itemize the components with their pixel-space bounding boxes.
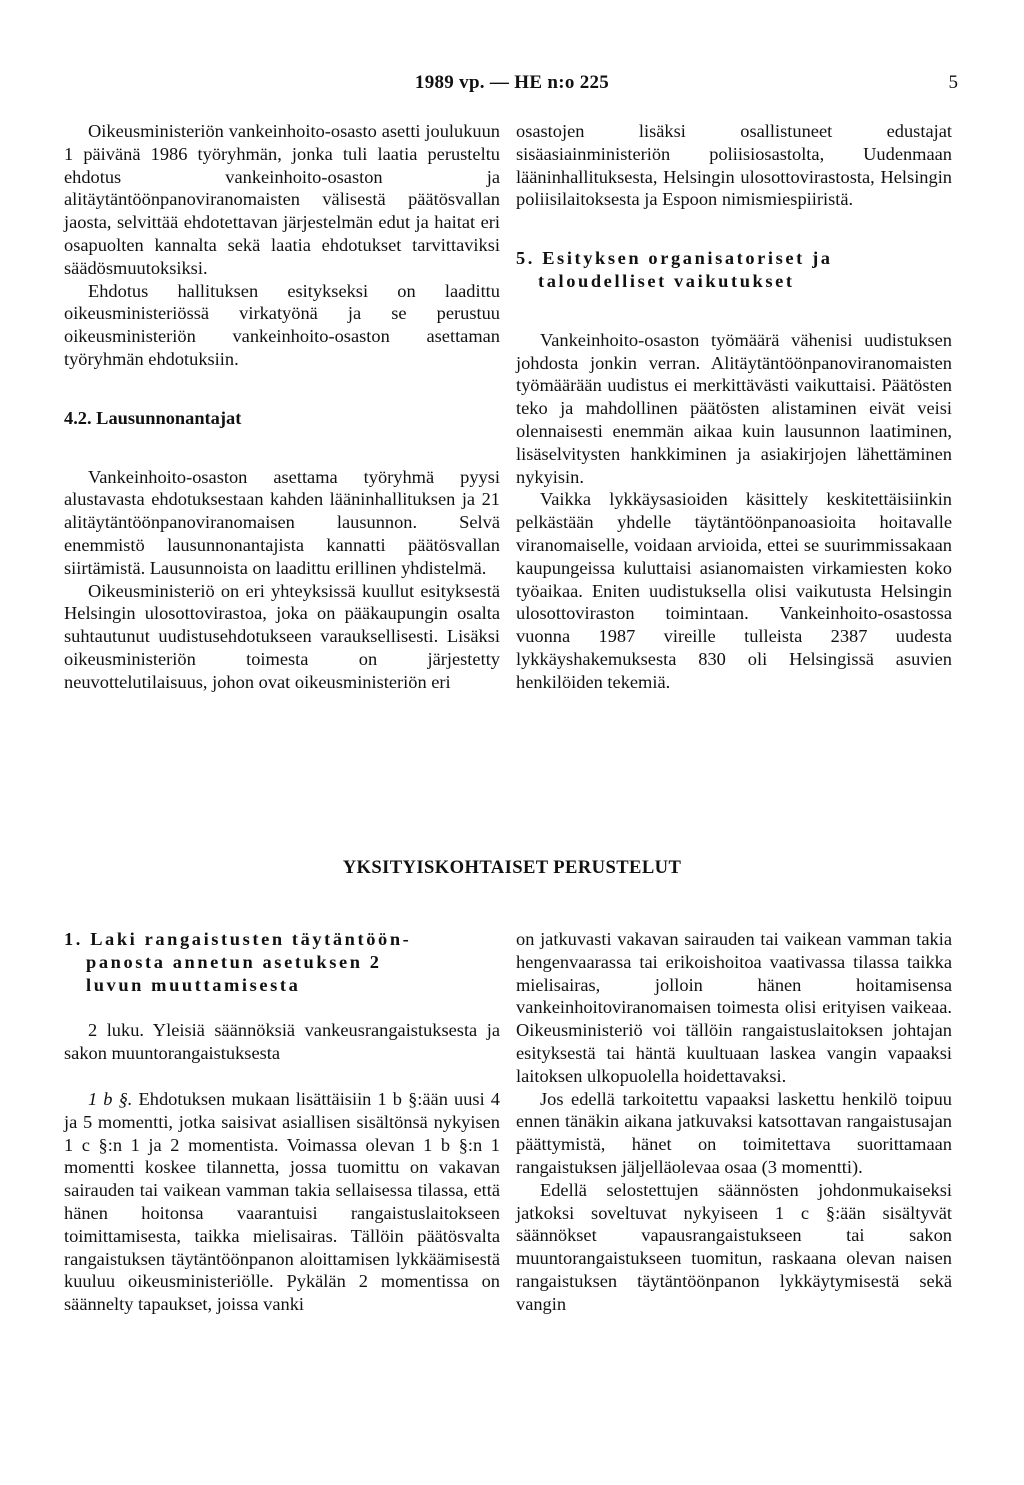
section-heading-1-line: luvun muuttamisesta	[86, 974, 301, 995]
left-column-top	[64, 120, 500, 694]
right-column-bottom	[516, 928, 952, 1316]
paragraph: Vankeinhoito-osaston työmäärä vähenisi uudistuksen johdosta jonkin verran. Alitäytäntöönpanoviranomaisten työmäärään uudistus ei merkittävästi vaikuttaisi. Päätösten teko ja mahdollinen päätösten alistaminen eivät veisi olennaisesti enemmän aikaa kuin lausunnon laatiminen, lisäselvitysten hankkiminen ja asiakirjojen lähettäminen nykyisin.	[516, 329, 952, 487]
section-heading-5-line: taloudelliset vaikutukset	[538, 270, 795, 291]
section-heading-1	[64, 928, 500, 996]
paragraph: Vaikka lykkäysasioiden käsittely keskitettäisiinkin pelkästään yhdelle täytäntöönpanoasioita hoitavalle viranomaiselle, voidaan arvioida, ettei se suurimmissakaan kaupungeissa kuluttaisi asianomaisten virkamiesten koko työaikaa. Eniten uudistuksella olisi vaikutusta Helsingin ulosottoviraston toimintaan. Vankeinhoito-osastossa vuonna 1987 vireille tulleista 2387 uudesta lykkäyshakemuksesta 830 oli Helsingissä asuvien henkilöiden tekemiä.	[516, 489, 952, 692]
paragraph: Vankeinhoito-osaston asettama työryhmä pyysi alustavasta ehdotuksestaan kahden lääninhallituksen ja 21 alitäytäntöönpanoviranomaisen lausunnon. Selvä enemmistö lausunnonantajista kannatti päätösvallan siirtämistä. Lausunnoista on laadittu erillinen yhdistelmä.	[64, 466, 500, 578]
paragraph	[64, 1088, 500, 1316]
paragraph: Ehdotus hallituksen esitykseksi on laadittu oikeusministeriössä virkatyönä ja se perustuu oikeusministeriön vankeinhoito-osaston asettaman työryhmän ehdotuksiin.	[64, 280, 500, 369]
paragraph-text: Ehdotuksen mukaan lisättäisiin 1 b §:ään uusi 4 ja 5 momentti, jotka saisivat asiallisen sisältönsä nykyisen 1 c §:n 1 ja 2 momentista. Voimassa olevan 1 b §:n 1 momentti koskee tilannetta, jossa tuomittu on vakavan sairauden tai vaikean vamman takia sellaisessa tilassa, että hänen hoitonsa vaarantuisi rangaistuslaitokseen toimittamisesta, taikka mielisairas. Tällöin päätösvalta rangaistuksen täytäntöönpanon aloittamisen lykkäämisestä kuuluu oikeusministeriölle. Pykälän 2 momentissa on säännelty tapaukset, joissa vanki	[64, 1088, 500, 1315]
center-heading: YKSITYISKOHTAISET PERUSTELUT	[342, 857, 682, 878]
running-title: 1989 vp. — HE n:o 225	[414, 72, 610, 93]
paragraph: Oikeusministeriön vankeinhoito-osasto asetti joulukuun 1 päivänä 1986 työryhmän, jonka tuli laatia perusteltu ehdotus vankeinhoito-osaston ja alitäytäntöönpanoviranomaisten välisestä päätösvallan jaosta, selvittää ehdotettavan järjestelmän edut ja haitat eri osapuolten kannalta sekä laatia ehdotukset tarvittaviksi säädösmuutoksiksi.	[64, 121, 500, 278]
paragraph: Edellä selostettujen säännösten johdonmukaiseksi jatkoksi soveltuvat nykyiseen 1 c §:ään sisältyvät säännökset vapausrangaistukseen tai sakon muuntorangaistukseen tuomitun, raskaana olevan naisen rangaistuksen täytäntöönpanon lykkäytymisestä sekä vangin	[516, 1179, 952, 1314]
paragraph: on jatkuvasti vakavan sairauden tai vaikean vamman takia hengenvaarassa tai erikoishoitoa vaativassa tilassa taikka mielisairas, jolloin hänen hoitamisensa vankeinhoitoviranomaisen toimesta olisi erityisen vaikeaa. Oikeusministeriö voi tällöin rangaistuslaitoksen johtajan esityksestä tai häntä kuultuaan laskea vangin vapaaksi laitoksen ulkopuolella hoidettavaksi.	[516, 929, 952, 1086]
running-header	[0, 72, 1024, 102]
section-heading-1-line: panosta annetun asetuksen 2	[86, 951, 382, 972]
right-column-top	[516, 120, 952, 694]
paragraph: Jos edellä tarkoitettu vapaaksi laskettu henkilö toipuu ennen tänäkin aikana jatkuvaksi katsottavan rangaistusajan päättymistä, hänet on toimitettava suorittamaan rangaistuksen jäljelläolevaa osaa (3 momentti).	[516, 1088, 952, 1177]
section-label: 1 b §.	[88, 1088, 133, 1109]
paragraph: Oikeusministeriö on eri yhteyksissä kuullut esityksestä Helsingin ulosottovirastoa, joka on pääkaupungin osalta suhtautunut uudistusehdotukseen varauksellisesti. Lisäksi oikeusministeriön toimesta on järjestetty neuvottelutilaisuus, johon ovat oikeusministeriön eri	[64, 580, 500, 692]
chapter-line: 2 luku. Yleisiä säännöksiä vankeusrangaistuksesta ja sakon muuntorangaistuksesta	[64, 1020, 500, 1064]
section-heading-5	[516, 247, 952, 293]
left-column-bottom	[64, 928, 500, 1316]
section-heading-5-line: 5. Esityksen organisatoriset ja	[516, 248, 833, 269]
section-heading-4-2: 4.2. Lausunnonantajat	[64, 407, 242, 428]
page-number: 5	[948, 72, 958, 93]
section-heading-1-line: 1. Laki rangaistusten täytäntöön-	[64, 929, 412, 949]
paragraph: osastojen lisäksi osallistuneet edustajat sisäasiainministeriön poliisiosastolta, Uudenmaan lääninhallituksesta, Helsingin ulosottovirastosta, Helsingin poliisilaitoksesta ja Espoon nimismiespiiristä.	[516, 121, 952, 210]
